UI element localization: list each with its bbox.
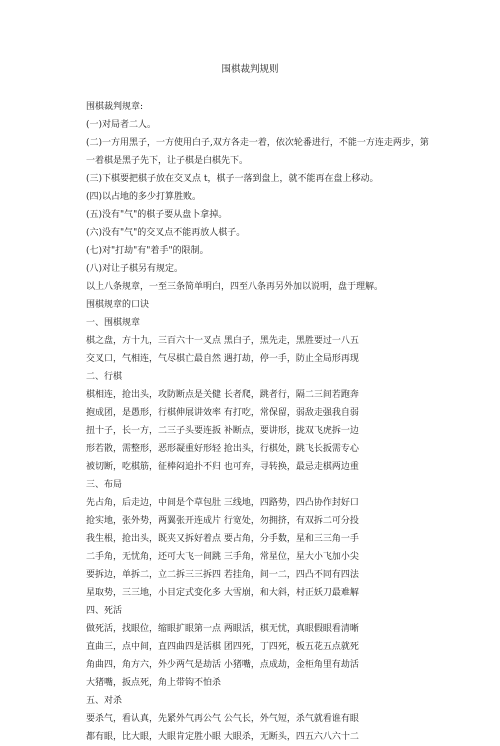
verse-line: 二手角，无忧角，还可大飞一间跳 三手角，常星位，星大小飞加小尖 — [86, 552, 359, 562]
text-line: (五)没有"气"的棋子要从盘卜拿掉。 — [86, 210, 228, 220]
verse-line: 要拆边，单拆二，立二拆三三拆四 若挂角，间一二，四凸不同有四法 — [86, 570, 359, 580]
document-body — [86, 98, 446, 746]
document-title: 围棋裁判规则 — [221, 64, 279, 75]
text-line: 一着棋是黑子先下，让子棋是白棋先下。 — [86, 156, 249, 166]
verse-line: 角曲四，角方六，外少两气是劫活 小猪嘴，点成劫，金柜角里有劫活 — [86, 660, 359, 670]
text-line: (六)没有"气"的交叉点不能再放人棋子。 — [86, 228, 246, 238]
verse-line: 我生根，抢出头，既夹又拆好着点 要占角，分手数，星和三三角一手 — [86, 534, 359, 544]
verse-line: 被切断，吃棋筋，征棒闷追扑不归 也可弃，寻转换，最忌走棋两边重 — [86, 462, 359, 472]
verse-line: 棋相连，抢出头，攻防断点是关健 长者爬，跳者行，隔二三间若跑奔 — [86, 390, 359, 400]
verse-line: 直曲三，点中间，直四曲四是活棋 团四死，丁四死，板五花五点就死 — [86, 642, 359, 652]
verse-line: 棋之盘，方十九，三百六十一叉点 黑白子，黑先走，黑胜要过一八五 — [86, 336, 359, 346]
verse-line: 扭十子，长一方，二三子头要连扳 补断点，要讲形，拢双飞虎拆一边 — [86, 426, 359, 436]
section-heading: 一、围棋规章 — [86, 318, 141, 328]
verse-line: 形若散，需整形，恶形凝重好形轻 抢出头，行棋处，跳飞长扳需专心 — [86, 444, 359, 454]
section-heading: 围棋规章的口诀 — [86, 300, 150, 310]
verse-line: 抢实地，张外势，两翼张开连成片 行宽处，勿拥挤，有双拆二可分投 — [86, 516, 359, 526]
text-line: (七)对"打劫"有"着手"的限制。 — [86, 246, 209, 256]
verse-line: 交叉口，气相连，气尽棋亡最自然 遇打劫，停一手，防止全局形再现 — [86, 354, 359, 364]
verse-line: 做死活，找眼位，缩眼扩眼第一点 两眼活，棋无忧，真眼假眼看清晰 — [86, 624, 359, 634]
verse-line: 抱成团，是愚形，行棋伸展讲效率 有打吃，常保留，弱敌走强我自弱 — [86, 408, 359, 418]
verse-line: 大猪嘴，扳点死，角上带钩不怕杀 — [86, 678, 222, 688]
text-line: (八)对让子棋另有规定。 — [86, 264, 184, 274]
section-heading: 三、布局 — [86, 480, 123, 490]
text-line: (一)对局者二人。 — [86, 120, 157, 130]
text-line: 以上八条规章，一至三条简单明白，四至八条再另外加以说明，盘于理解。 — [86, 282, 384, 292]
verse-line: 先占角，后走边，中间是个草包肚 三线地，四路势，四凸协作封好口 — [86, 498, 359, 508]
text-line: (三)下棋要把棋子放在交叉点 t，棋子一落到盘上，就不能再在盘上移动。 — [86, 174, 379, 184]
text-line: 围棋裁判规章: — [86, 102, 144, 112]
verse-line: 要杀气，看认真，先紧外气再公气 公气长，外气短，杀气就看谁有眼 — [86, 714, 359, 724]
verse-line: 星取势，三三地，小目定式变化多 大雪崩，和大斜，村正妖刀最难解 — [86, 588, 359, 598]
section-heading: 二、行棋 — [86, 372, 123, 382]
verse-line: 都有眼，比大眼，大眼肯定胜小眼 大眼杀，无断头，四五六八六十二 — [86, 732, 359, 742]
text-line: (四)以占地的多少打算胜败。 — [86, 192, 202, 202]
section-heading: 四、死活 — [86, 606, 123, 616]
section-heading: 五、对杀 — [86, 696, 123, 706]
text-line: (二)一方用黑子，一方使用白子,双方各走一着，依次轮番进行，不能一方连走两步，第 — [86, 138, 429, 148]
